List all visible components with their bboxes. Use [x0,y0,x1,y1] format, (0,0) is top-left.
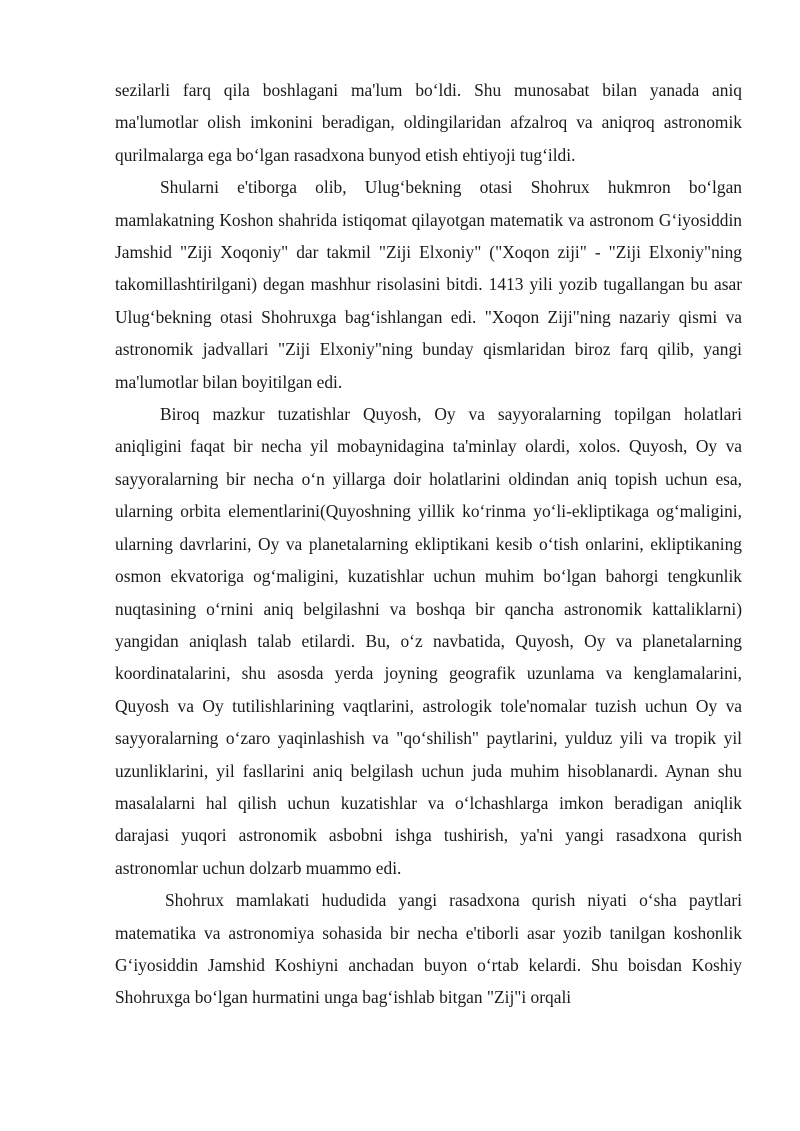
paragraph-shohrux-observatory: Shohrux mamlakati hududida yangi rasadxona qurish niyati o‘sha paytlari matematika va astronomiya sohasida bir necha e'tiborli asar yozib tanilgan koshonlik G‘iyosiddin Jamshid Koshiyni anchadan buyon o‘rtab kelardi. Shu boisdan Koshiy Shohruxga bo‘lgan hurmatini unga bag‘ishlab bitgan "Zij"i orqali [115,890,742,1008]
paragraph-continuation: sezilarli farq qila boshlagani ma'lum bo‘ldi. Shu munosabat bilan yanada aniq ma'lumotlar olish imkonini beradigan, oldingilaridan afzalroq va aniqroq astronomik qurilmalarga ega bo‘lgan rasadxona bunyod etish ehtiyoji tug‘ildi. [115,80,742,165]
document-page [115,74,742,1014]
paragraph-ziji-xoqoniy: Shularni e'tiborga olib, Ulug‘bekning otasi Shohrux hukmron bo‘lgan mamlakatning Koshon shahrida istiqomat qilayotgan matematik va astronom G‘iyosiddin Jamshid "Ziji Xoqoniy" dar takmil "Ziji Elxoniy" ("Xoqon ziji" - "Ziji Elxoniy"ning takomillashtirilgani) degan mashhur risolasini bitdi. 1413 yili yozib tugallangan bu asar Ulug‘bekning otasi Shohruxga bag‘ishlangan edi. "Xoqon Ziji"ning nazariy qismi va astronomik jadvallari "Ziji Elxoniy"ning bunday qismlaridan biroz farq qilib, yangi ma'lumotlar bilan boyitilgan edi. [115,177,742,392]
paragraph-orbital-elements: Biroq mazkur tuzatishlar Quyosh, Oy va sayyoralarning topilgan holatlari aniqligini faqat bir necha yil mobaynidagina ta'minlay olardi, xolos. Quyosh, Oy va sayyoralarning bir necha o‘n yillarga doir holatlarini oldindan aniq topish uchun esa, ularning orbita elementlarini(Quyoshning yillik ko‘rinma yo‘li-ekliptikaga og‘maligini, ularning davrlarini, Oy va planetalarning ekliptikani kesib o‘tish onlarini, ekliptikaning osmon ekvatoriga og‘maligini, kuzatishlar uchun muhim bo‘lgan bahorgi tengkunlik nuqtasining o‘rnini aniq belgilashni va boshqa bir qancha astronomik kattaliklarni) yangidan aniqlash talab etilardi. Bu, o‘z navbatida, Quyosh, Oy va planetalarning koordinatalarini, shu asosda yerda joyning geografik uzunlama va kenglamalarini, Quyosh va Oy tutilishlarining vaqtlarini, astrologik tole'nomalar tuzish uchun Oy va sayyoralarning o‘zaro yaqinlashish va "qo‘shilish" paytlarini, yulduz yili va tropik yil uzunliklarini, yil fasllarini aniq belgilash uchun juda muhim hisoblanardi. Aynan shu masalalarni hal qilish uchun kuzatishlar va o‘lchashlarga imkon beradigan aniqlik darajasi yuqori astronomik asbobni ishga tushirish, ya'ni yangi rasadxona qurish astronomlar uchun dolzarb muammo edi. [115,404,742,878]
